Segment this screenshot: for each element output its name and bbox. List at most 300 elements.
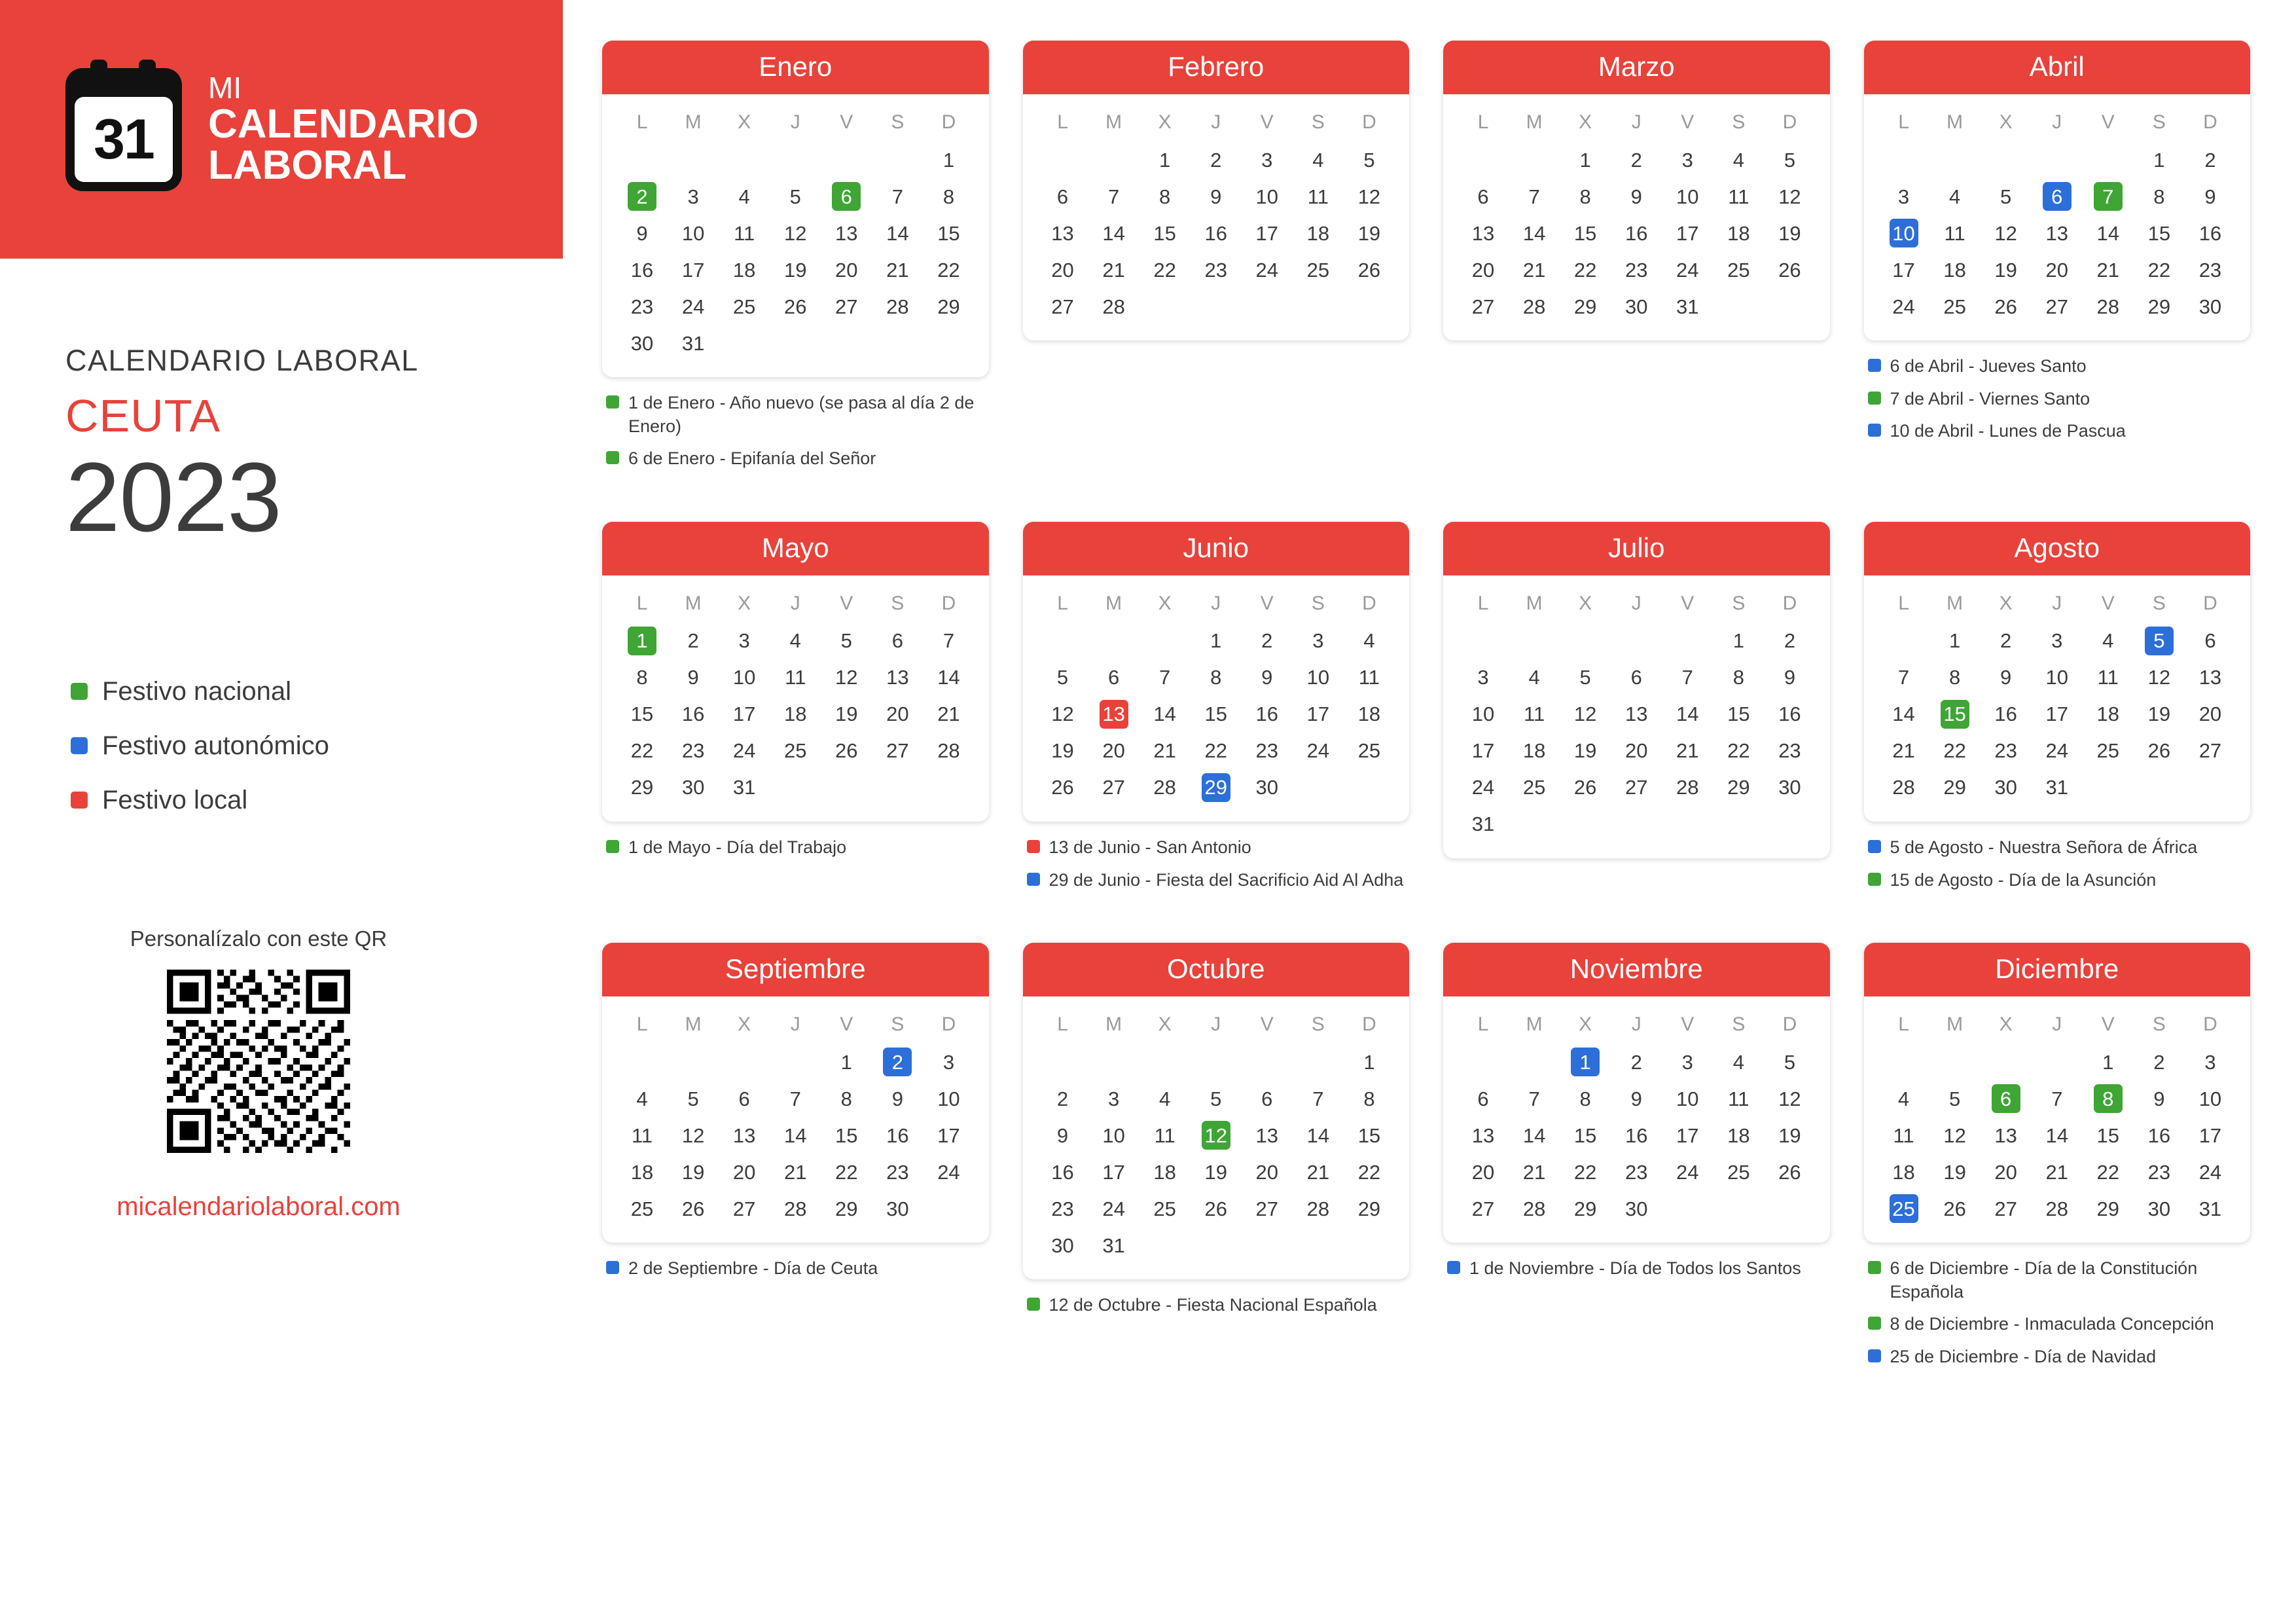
day-slot xyxy=(1344,1044,1395,1080)
day-slot xyxy=(617,1080,668,1117)
day-cell: 1 xyxy=(942,148,955,172)
day-slot xyxy=(1242,141,1293,178)
day-slot xyxy=(821,178,872,215)
day-cell: 5 xyxy=(1056,666,1069,689)
note-text: 8 de Diciembre - Inmaculada Concepción xyxy=(1890,1314,2214,1334)
month-body xyxy=(1443,996,1830,1243)
weekday-header: X xyxy=(1579,592,1592,614)
day-cell: 21 xyxy=(1522,258,1546,282)
day-cell: 30 xyxy=(1051,1233,1074,1257)
week-row xyxy=(617,141,975,178)
day-cell: 30 xyxy=(1778,776,1801,799)
day-cell: 16 xyxy=(1204,221,1227,245)
day-slot xyxy=(1662,1117,1713,1154)
legend-item-local xyxy=(71,786,569,815)
day-cell: 30 xyxy=(1255,776,1279,799)
day-cell: 19 xyxy=(1573,739,1597,763)
day-slot xyxy=(1509,1117,1560,1154)
note-swatch-aut xyxy=(606,1261,619,1274)
day-slot xyxy=(1242,1190,1293,1227)
weekday-header: V xyxy=(1260,111,1274,133)
day-cell: 25 xyxy=(1522,776,1546,799)
day-cell: 23 xyxy=(1624,258,1648,282)
week-row xyxy=(1037,1117,1395,1154)
day-cell: 8 xyxy=(1948,666,1961,689)
day-slot xyxy=(1878,141,1929,178)
day-cell: 24 xyxy=(937,1160,960,1184)
day-cell: 12 xyxy=(1778,185,1801,208)
day-slot xyxy=(1662,696,1713,733)
day-cell: 18 xyxy=(1892,1160,1915,1184)
holiday-note xyxy=(1868,355,2251,378)
day-cell: 9 xyxy=(1261,666,1273,689)
day-slot xyxy=(2185,1117,2236,1154)
week-row xyxy=(1037,288,1395,325)
day-slot xyxy=(1929,659,1981,696)
day-cell: 24 xyxy=(1255,258,1279,282)
month-table xyxy=(1037,1008,1395,1264)
week-row xyxy=(1458,659,1816,696)
day-slot xyxy=(2185,141,2236,178)
day-slot xyxy=(1713,696,1764,733)
day-slot xyxy=(1344,1080,1395,1117)
day-slot xyxy=(923,696,974,733)
day-slot xyxy=(1088,1044,1139,1080)
day-slot xyxy=(770,1117,821,1154)
month-cell-febrero xyxy=(1023,41,1410,480)
week-row xyxy=(1037,178,1395,215)
day-cell: 8 xyxy=(1363,1087,1375,1110)
day-cell: 11 xyxy=(631,1123,653,1147)
day-slot xyxy=(2032,1190,2083,1227)
week-row xyxy=(1458,1117,1816,1154)
day-slot xyxy=(1509,1154,1560,1190)
day-cell: 1 xyxy=(1732,629,1744,653)
day-slot xyxy=(1662,215,1713,251)
day-slot xyxy=(1191,178,1242,215)
weekday-header: X xyxy=(1579,111,1592,133)
day-slot xyxy=(617,178,668,215)
week-row xyxy=(1878,1117,2236,1154)
day-cell: 22 xyxy=(1573,1160,1597,1184)
note-text: 29 de Junio - Fiesta del Sacrificio Aid Al Adha xyxy=(1049,869,1404,890)
day-slot xyxy=(1458,288,1509,325)
day-slot xyxy=(1293,178,1344,215)
day-cell: 17 xyxy=(1676,221,1699,245)
week-row xyxy=(617,733,975,769)
weekday-header: X xyxy=(1158,592,1172,614)
month-table xyxy=(1878,106,2236,325)
day-slot xyxy=(923,325,974,361)
week-row xyxy=(1458,806,1816,843)
day-cell: 9 xyxy=(2000,666,2012,689)
week-row xyxy=(1878,659,2236,696)
day-cell: 17 xyxy=(1471,739,1495,763)
weekday-header: J xyxy=(1631,592,1641,614)
day-slot xyxy=(2083,769,2134,806)
month-title: Agosto xyxy=(1864,522,2251,575)
day-cell: 20 xyxy=(2045,258,2068,282)
day-cell: 13 xyxy=(1255,1123,1279,1147)
day-cell: 8 xyxy=(1210,666,1222,689)
day-slot xyxy=(617,215,668,251)
day-cell: 3 xyxy=(1261,148,1273,172)
day-slot xyxy=(617,1117,668,1154)
day-slot xyxy=(821,769,872,806)
day-slot xyxy=(1929,1190,1981,1227)
day-slot xyxy=(1191,251,1242,288)
day-cell: 12 xyxy=(1778,1087,1801,1110)
day-slot xyxy=(1458,1117,1509,1154)
day-slot xyxy=(668,251,719,288)
day-slot xyxy=(1191,1190,1242,1227)
day-slot xyxy=(1088,659,1139,696)
day-cell: 23 xyxy=(886,1160,909,1184)
weekday-header: M xyxy=(1105,592,1122,614)
day-slot xyxy=(1611,806,1662,843)
day-cell: 15 xyxy=(1727,702,1750,726)
week-row xyxy=(1878,178,2236,215)
day-slot xyxy=(1560,251,1611,288)
day-cell: 5 xyxy=(1210,1087,1222,1110)
day-slot xyxy=(1293,1154,1344,1190)
day-slot xyxy=(1713,1154,1764,1190)
day-slot xyxy=(2083,215,2134,251)
week-row xyxy=(1037,623,1395,659)
day-cell: 3 xyxy=(2204,1050,2216,1074)
weekday-header: L xyxy=(1477,1013,1489,1036)
legend-swatch-nacional xyxy=(71,683,88,700)
day-slot xyxy=(1293,215,1344,251)
day-cell: 19 xyxy=(783,258,807,282)
day-cell: 16 xyxy=(2147,1123,2171,1147)
day-cell: 24 xyxy=(732,739,756,763)
day-cell: 26 xyxy=(835,739,858,763)
day-cell: 21 xyxy=(1676,739,1699,763)
day-cell: 26 xyxy=(1357,258,1381,282)
day-slot xyxy=(2134,1154,2185,1190)
day-slot xyxy=(1191,1044,1242,1080)
weekday-header: V xyxy=(840,592,853,614)
month-table xyxy=(617,587,975,806)
day-slot xyxy=(872,1080,923,1117)
week-row xyxy=(1878,696,2236,733)
qr-caption: Personalízalo con este QR xyxy=(130,926,387,951)
day-cell: 11 xyxy=(785,666,806,689)
day-slot xyxy=(2134,696,2185,733)
day-slot xyxy=(617,769,668,806)
day-cell: 9 xyxy=(1630,185,1642,208)
day-slot xyxy=(770,288,821,325)
day-slot xyxy=(1878,1190,1929,1227)
day-slot xyxy=(770,659,821,696)
day-slot xyxy=(1878,659,1929,696)
day-cell: 24 xyxy=(1102,1197,1125,1220)
day-cell: 23 xyxy=(681,739,705,763)
day-cell: 23 xyxy=(2198,258,2222,282)
day-slot xyxy=(1611,178,1662,215)
day-slot xyxy=(923,733,974,769)
day-cell: 4 xyxy=(1312,148,1324,172)
note-swatch-aut xyxy=(1447,1261,1460,1274)
day-cell: 29 xyxy=(630,776,654,799)
day-slot xyxy=(1713,769,1764,806)
day-cell: 11 xyxy=(1728,1087,1749,1110)
day-slot xyxy=(1139,733,1191,769)
day-cell: 25 xyxy=(1943,295,1966,318)
week-row xyxy=(617,178,975,215)
day-cell: 14 xyxy=(2045,1123,2068,1147)
day-slot xyxy=(1509,623,1560,659)
day-slot xyxy=(1458,696,1509,733)
day-slot xyxy=(821,288,872,325)
day-slot xyxy=(1764,1044,1815,1080)
page-year: 2023 xyxy=(65,442,281,552)
day-cell: 1 xyxy=(840,1050,852,1074)
weekday-header: D xyxy=(941,1013,956,1036)
day-cell: 12 xyxy=(1357,185,1381,208)
weekday-header: J xyxy=(1631,1013,1641,1036)
month-body xyxy=(1443,575,1830,858)
day-cell: 15 xyxy=(1357,1123,1381,1147)
day-cell: 4 xyxy=(1732,1050,1744,1074)
day-slot xyxy=(2032,1080,2083,1117)
month-notes xyxy=(1023,1294,1410,1326)
day-slot xyxy=(2185,1190,2236,1227)
week-row xyxy=(1037,1154,1395,1190)
day-slot xyxy=(1139,1044,1191,1080)
month-body xyxy=(1864,575,2251,822)
day-cell: 11 xyxy=(2097,666,2119,689)
weekday-header: X xyxy=(1158,111,1172,133)
day-cell: 18 xyxy=(1522,739,1546,763)
day-slot xyxy=(1139,141,1191,178)
day-cell: 12 xyxy=(783,221,807,245)
day-slot xyxy=(617,251,668,288)
week-row xyxy=(1878,141,2236,178)
weekday-header: M xyxy=(1105,111,1122,133)
day-slot xyxy=(821,215,872,251)
day-cell: 7 xyxy=(1159,666,1171,689)
day-cell: 28 xyxy=(886,295,909,318)
weekday-header: X xyxy=(738,111,751,133)
day-slot xyxy=(872,215,923,251)
month-title: Febrero xyxy=(1023,41,1410,94)
day-slot xyxy=(1611,215,1662,251)
weekday-header: V xyxy=(1260,1013,1274,1036)
day-slot xyxy=(821,251,872,288)
day-slot xyxy=(719,325,770,361)
day-cell: 6 xyxy=(1107,666,1120,689)
day-cell-holiday: 25 xyxy=(1890,1194,1918,1223)
day-cell: 10 xyxy=(1102,1123,1125,1147)
month-title: Noviembre xyxy=(1443,943,1830,996)
day-slot xyxy=(2083,659,2134,696)
day-slot xyxy=(2185,1080,2236,1117)
day-cell: 9 xyxy=(1056,1123,1069,1147)
week-row xyxy=(1878,1190,2236,1227)
day-cell: 16 xyxy=(1624,1123,1648,1147)
week-row xyxy=(1037,1227,1395,1264)
day-slot xyxy=(668,733,719,769)
holiday-note xyxy=(1868,836,2251,860)
day-slot xyxy=(1509,696,1560,733)
day-slot xyxy=(1191,141,1242,178)
day-cell: 15 xyxy=(2147,221,2171,245)
day-cell: 6 xyxy=(1630,666,1642,689)
day-cell: 13 xyxy=(835,221,858,245)
day-slot xyxy=(1560,1080,1611,1117)
month-body xyxy=(1023,575,1410,822)
day-cell: 12 xyxy=(835,666,858,689)
day-slot xyxy=(1878,696,1929,733)
holiday-note xyxy=(1447,1257,1830,1281)
brand-line-1: MI xyxy=(208,70,242,105)
day-slot xyxy=(2083,696,2134,733)
day-cell: 21 xyxy=(783,1160,807,1184)
day-cell: 27 xyxy=(835,295,858,318)
day-cell: 8 xyxy=(1159,185,1171,208)
month-table xyxy=(1458,1008,1816,1227)
week-row xyxy=(1458,1154,1816,1190)
day-cell: 29 xyxy=(1357,1197,1381,1220)
day-cell-holiday: 5 xyxy=(2145,627,2174,655)
brand-line-2: CALENDARIO xyxy=(208,101,479,147)
day-cell: 30 xyxy=(1994,776,2017,799)
day-slot xyxy=(1139,1080,1191,1117)
day-cell: 28 xyxy=(2045,1197,2068,1220)
day-cell: 3 xyxy=(942,1050,955,1074)
month-title: Abril xyxy=(1864,41,2251,94)
day-cell: 22 xyxy=(1204,739,1227,763)
day-cell: 28 xyxy=(1306,1197,1330,1220)
day-cell: 31 xyxy=(681,331,705,355)
day-slot xyxy=(872,623,923,659)
weekday-header: X xyxy=(738,592,751,614)
day-cell: 20 xyxy=(1255,1160,1279,1184)
day-cell-holiday: 12 xyxy=(1202,1121,1230,1150)
week-row xyxy=(1458,1044,1816,1080)
month-cell-marzo xyxy=(1443,41,1830,480)
qr-code-image[interactable] xyxy=(167,970,350,1153)
legend-swatch-local xyxy=(71,792,88,809)
day-slot xyxy=(1037,1190,1088,1227)
month-title: Enero xyxy=(602,41,989,94)
day-slot xyxy=(617,696,668,733)
day-cell: 26 xyxy=(681,1197,705,1220)
day-cell: 22 xyxy=(1727,739,1750,763)
day-slot xyxy=(2032,696,2083,733)
day-cell: 13 xyxy=(1051,221,1074,245)
website-link[interactable]: micalendariolaboral.com xyxy=(117,1192,401,1221)
day-slot xyxy=(1929,696,1981,733)
day-slot xyxy=(617,325,668,361)
day-slot xyxy=(1088,1080,1139,1117)
months-panel xyxy=(569,0,2296,1623)
day-cell: 2 xyxy=(1056,1087,1069,1110)
weekday-header: D xyxy=(1782,111,1797,133)
note-text: 1 de Noviembre - Día de Todos los Santos xyxy=(1469,1258,1801,1279)
day-slot xyxy=(1981,215,2032,251)
weekday-header: X xyxy=(1579,1013,1592,1036)
day-cell: 26 xyxy=(1778,258,1801,282)
week-row xyxy=(1878,215,2236,251)
day-slot xyxy=(1713,733,1764,769)
week-row xyxy=(617,623,975,659)
weekday-header: D xyxy=(941,592,956,614)
day-cell: 24 xyxy=(1471,776,1495,799)
day-slot xyxy=(1981,288,2032,325)
day-slot xyxy=(821,1117,872,1154)
weekday-header: J xyxy=(790,592,800,614)
month-notes xyxy=(1864,836,2251,901)
day-slot xyxy=(1764,733,1815,769)
day-slot xyxy=(770,1080,821,1117)
weekday-header: X xyxy=(738,1013,751,1036)
day-cell: 25 xyxy=(783,739,807,763)
day-slot xyxy=(1139,251,1191,288)
week-row xyxy=(617,1154,975,1190)
month-cell-julio xyxy=(1443,522,1830,901)
day-slot xyxy=(2083,141,2134,178)
day-cell: 10 xyxy=(732,666,756,689)
day-slot xyxy=(1509,178,1560,215)
day-cell: 31 xyxy=(1471,812,1495,836)
month-cell-mayo xyxy=(602,522,989,901)
day-cell: 21 xyxy=(1892,739,1915,763)
day-cell: 25 xyxy=(1727,258,1750,282)
day-cell-holiday: 6 xyxy=(832,182,861,211)
day-slot xyxy=(1088,696,1139,733)
day-slot xyxy=(1139,769,1191,806)
day-slot xyxy=(1509,288,1560,325)
weekday-header: J xyxy=(1211,111,1221,133)
weekday-header: L xyxy=(1477,111,1489,133)
day-cell: 13 xyxy=(732,1123,756,1147)
day-slot xyxy=(770,1190,821,1227)
week-row xyxy=(1458,215,1816,251)
note-text: 6 de Enero - Epifanía del Señor xyxy=(628,448,876,469)
day-cell: 15 xyxy=(835,1123,858,1147)
day-cell: 3 xyxy=(1107,1087,1120,1110)
day-slot xyxy=(1191,659,1242,696)
day-slot xyxy=(1242,1227,1293,1264)
day-slot xyxy=(923,215,974,251)
day-slot xyxy=(1981,696,2032,733)
day-cell: 7 xyxy=(1528,185,1540,208)
day-cell: 13 xyxy=(1624,702,1648,726)
day-cell: 4 xyxy=(1363,629,1375,653)
day-slot xyxy=(1929,1044,1981,1080)
day-cell: 29 xyxy=(2147,295,2171,318)
day-cell: 18 xyxy=(630,1160,654,1184)
note-swatch-nat xyxy=(1868,392,1881,405)
month-table xyxy=(617,106,975,361)
day-slot xyxy=(1662,178,1713,215)
day-cell: 15 xyxy=(1573,1123,1597,1147)
day-cell: 16 xyxy=(2198,221,2222,245)
weekday-header: L xyxy=(1057,1013,1068,1036)
day-slot xyxy=(668,659,719,696)
day-slot xyxy=(770,1044,821,1080)
day-slot xyxy=(1191,733,1242,769)
weekday-header: D xyxy=(1362,111,1376,133)
day-cell: 1 xyxy=(1159,148,1171,172)
day-slot xyxy=(2134,1044,2185,1080)
day-cell: 20 xyxy=(886,702,909,726)
day-cell-holiday: 2 xyxy=(883,1048,912,1076)
month-body xyxy=(602,575,989,822)
